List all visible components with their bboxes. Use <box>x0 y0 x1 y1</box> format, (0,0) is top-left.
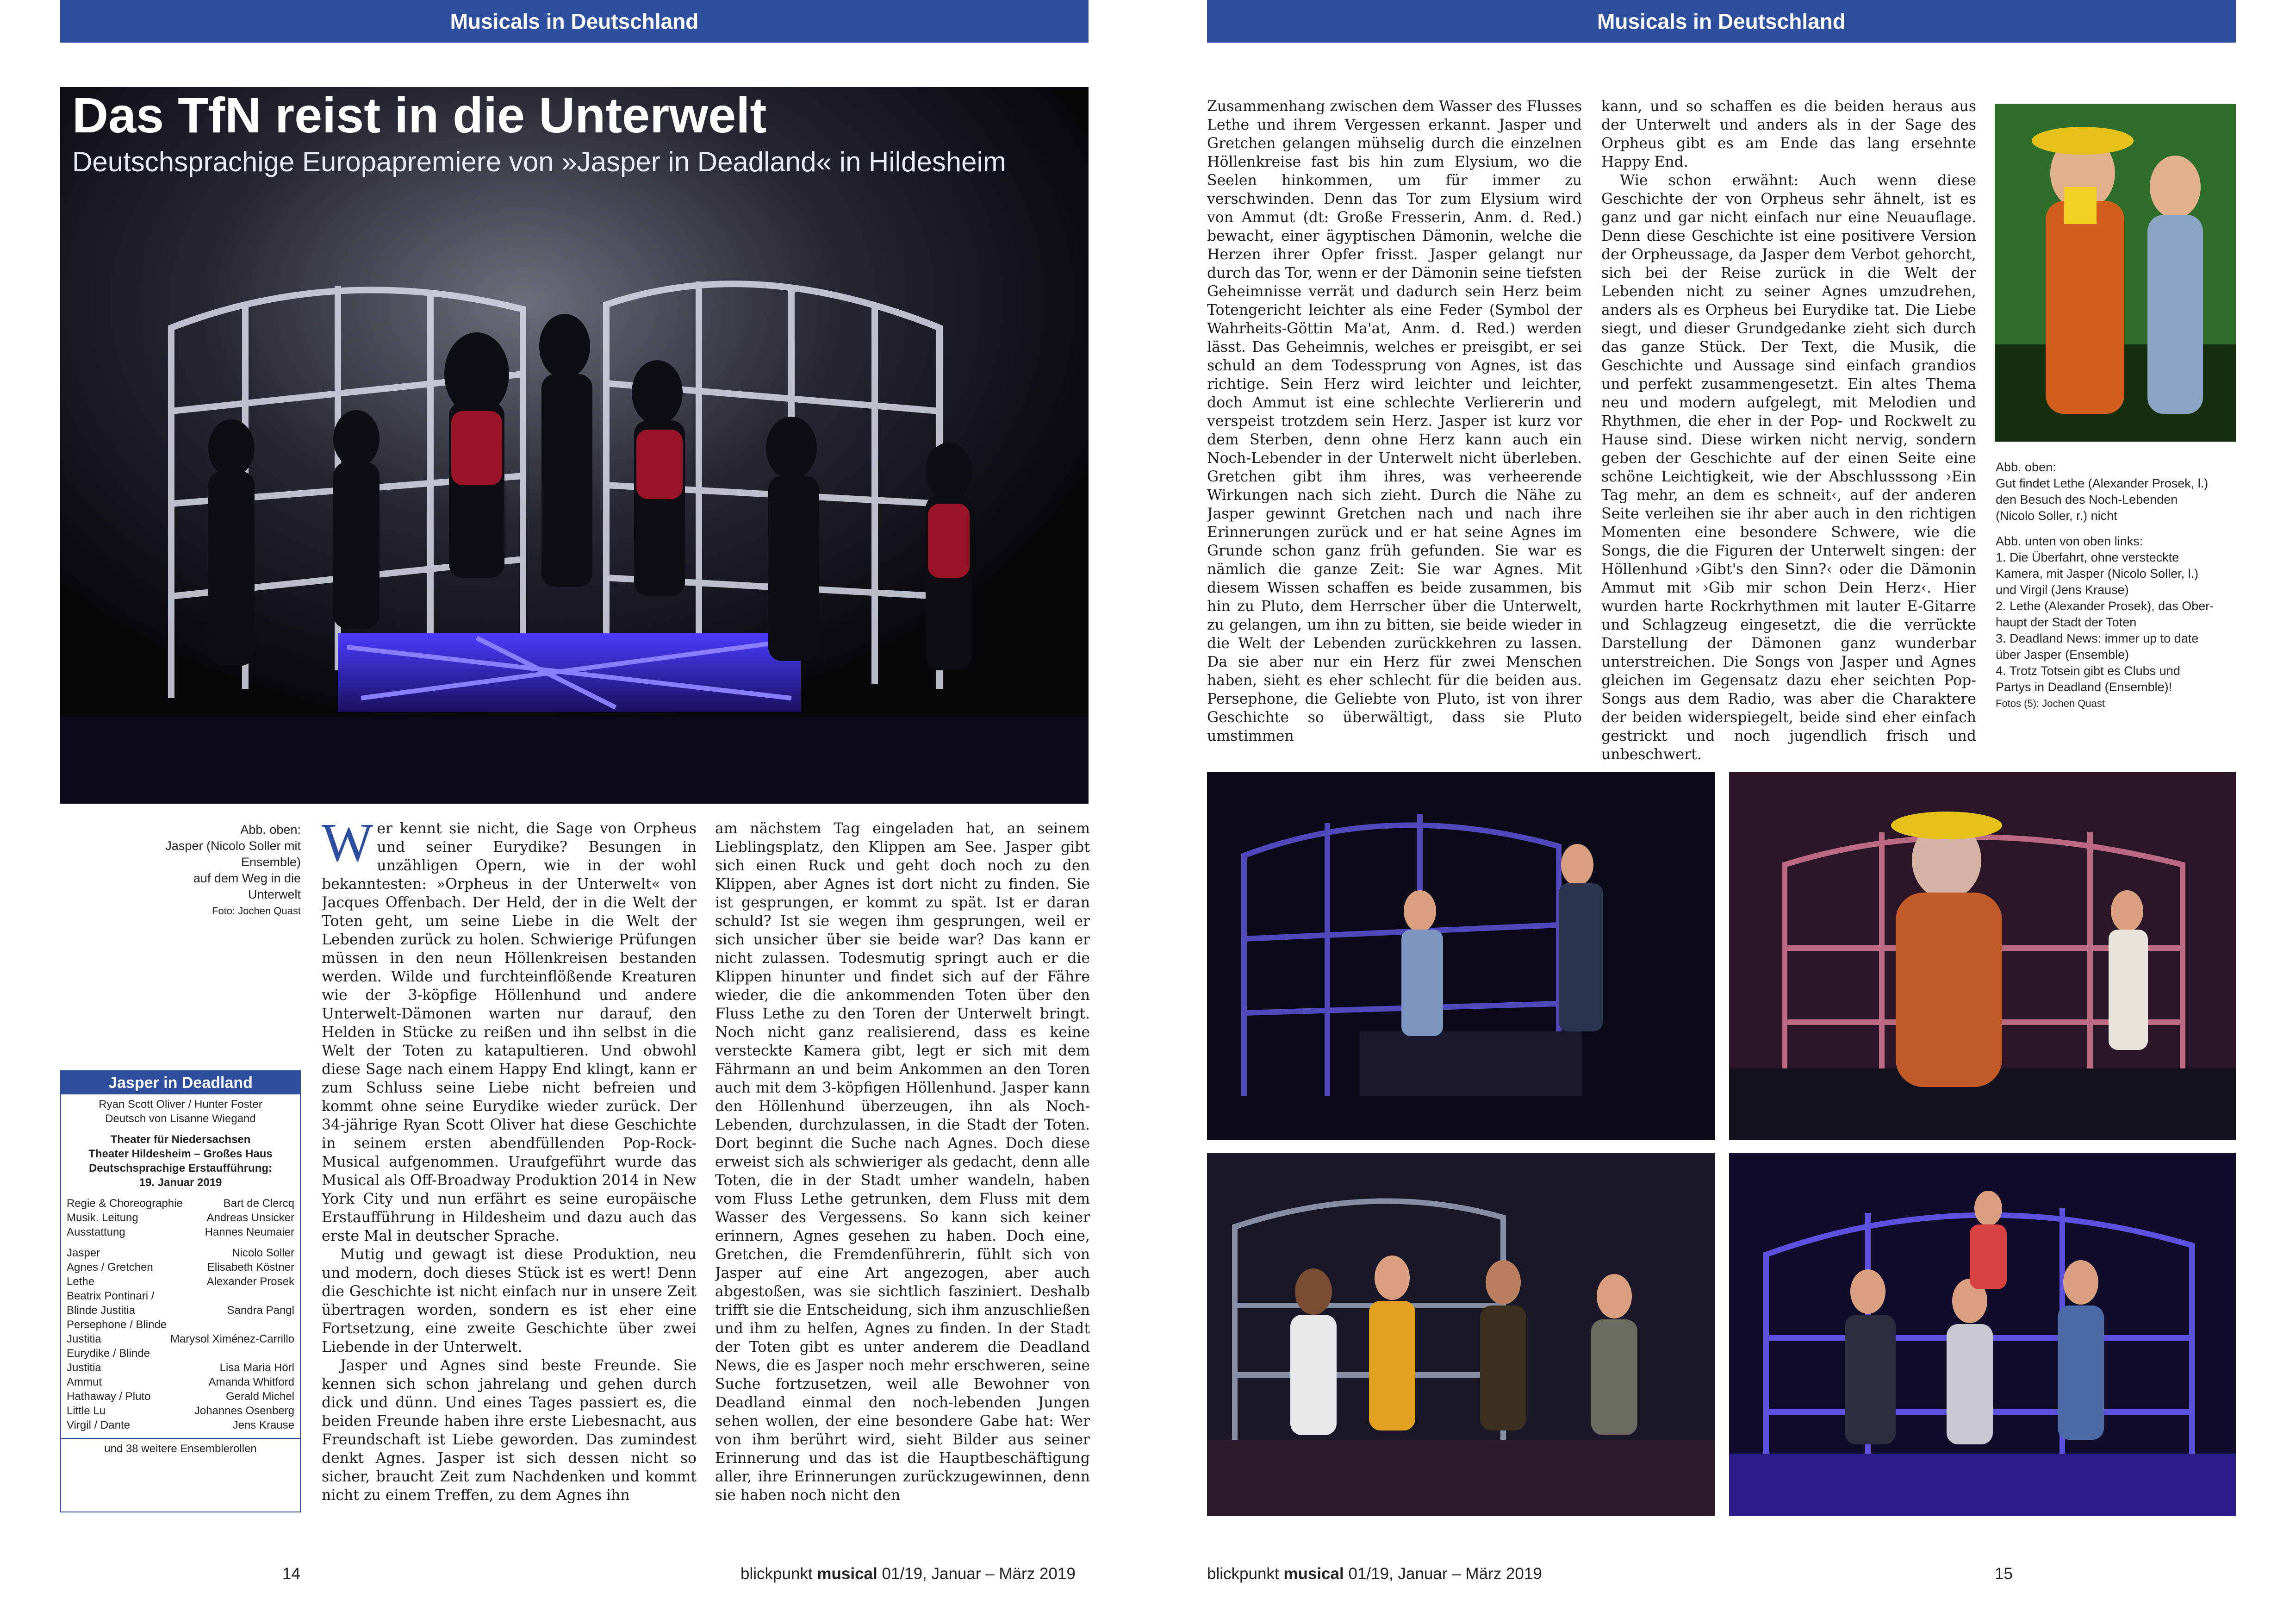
footer-text: blickpunkt <box>1207 1565 1284 1583</box>
magazine-footer-right <box>1207 1565 1542 1583</box>
caption-line: 4. Trotz Totsein gibt es Clubs und <box>1996 664 2180 678</box>
photo-credit: Foto: Jochen Quast <box>212 905 301 917</box>
magazine-footer-left <box>740 1565 1076 1583</box>
infobox-theatre-line: Theater für Niedersachsen <box>110 1133 251 1146</box>
section-header-label: Musicals in Deutschland <box>450 9 699 33</box>
caption-line: Kamera, mit Jasper (Nicolo Soller, l.) <box>1996 567 2199 581</box>
deadland-news-photo <box>1207 1153 1715 1516</box>
footer-brand: musical <box>817 1565 877 1583</box>
paragraph: er kennt sie nicht, die Sage von Orpheus und seiner Eurydike? Besungen in unzähligen Opern, wie in der wohl bekanntesten: »Orpheus in der Unterwelt« von Jacques Offenbach. Der Held, der in die Welt der Toten geht, um seine Liebe in die Welt der Lebenden zurück zu holen. Schwierige Prüfungen müssen in den neun Höllenkreisen bestanden werden. Wilde und furchteinflößende Kreaturen wie der 3-köpfige Höllenhund und andere Unterwelt-Dämonen warten nur darauf, den Helden in Stücke zu reißen und ihn selbst in die Welt der Toten zu katapultieren. Und obwohl diese Sage nach einem Happy End klingt, kann er zum Schluss seine Liebe nicht befreien und kommt ohne seine Eurydike wieder zurück. Der 34-jährige Ryan Scott Oliver hat diese Geschichte in seinem ersten abendfüllenden Pop-Rock-Musical aufgenommen. Uraufgeführt wurde das Musical als Off-Broadway Produktion 2014 in New York City und nun erfährt es seine europäische Erstaufführung in Hildesheim und dazu auch das erste Mal in deutscher Sprache. <box>322 820 697 1244</box>
caption-line: Jasper (Nicolo Soller mit Ensemble) <box>165 839 301 869</box>
ferry-photo <box>1207 772 1715 1140</box>
paragraph: kann, und so schaffen es die beiden heraus aus der Unterwelt und anders als in der Sage des Orpheus gibt es am Ende das lang ersehnte Happy End. <box>1601 98 1976 170</box>
paragraph: Jasper und Agnes sind beste Freunde. Sie kennen sich schon jahrelang und gehen durch dick und dünn. Und eines Tages passiert es, die beiden Freunde haben ihre erste Liebesnacht, aus Freundschaft ist Liebe geworden. Das zumindest denkt Agnes. Jasper ist sich dessen nicht so sicher, braucht Zeit zum Nachdenken und kommt nicht zu einem Treffen, zu dem Agnes ihn <box>322 1357 697 1504</box>
club-party-photo <box>1729 1153 2236 1516</box>
lethe-caption <box>1996 459 2236 712</box>
caption-line: und Virgil (Jens Krause) <box>1996 583 2129 597</box>
page-number-right: 15 <box>1995 1565 2013 1583</box>
main-stage-photo <box>60 87 1089 804</box>
cast-row: Beatrix Pontinari / <box>67 1290 155 1302</box>
caption-line: Gut findet Lethe (Alexander Prosek, l.) <box>1996 476 2209 490</box>
infobox-theatre-line: Theater Hildesheim – Großes Haus <box>88 1148 273 1160</box>
cast-row: Little Lu Johannes Osenberg <box>67 1405 294 1417</box>
crew-row: Ausstattung Hannes Neumaier <box>67 1226 294 1238</box>
caption-line: 1. Die Überfahrt, ohne versteckte <box>1996 550 2179 564</box>
page-number-left: 14 <box>282 1565 300 1583</box>
paragraph: am nächstem Tag eingeladen hat, an seinem Lieblingsplatz, den Klippen am See. Jasper gibt sich einen Ruck und geht doch noch zu den Klippen, aber Agnes ist dort nicht zu finden. Sie ist gesprungen, er kommt zu spät. Ist er daran schuld? Ist sie wegen ihm gesprungen, weil er sich unsicher über sie beide war? Das kann er nicht zulassen. Todesmutig springt auch er die Klippen hinunter und findet sich auf der Fähre wieder, die die ankommenden Toten über den Fluss Lethe zu den Toren der Unterwelt bringt. Noch nicht ganz realisierend, dass es keine versteckte Kamera gibt, legt er sich mit dem Fährmann an und beim Ankommen an den Toren auch mit dem 3-köpfigen Höllenhund. Jasper kann den Höllenhund überzeugen, ihn als Noch-Lebenden, durchzulassen, in die Stadt der Toten. Dort beginnt die Suche nach Agnes. Doch diese erweist sich als schwieriger als gedacht, denn alle Toten, die in der Stadt umher wandeln, haben vom Fluss Lethe getrunken, dem Fluss mit dem Wasser des Vergessens. So kann sich keiner erinnern, Agnes gesehen zu haben. Doch eine, Gretchen, die Fremdenführerin, fühlt sich von Jasper auf eine Art angezogen, aber auch abgestoßen, was sie sichtlich fasziniert. Deshalb trifft sie die Entscheidung, sich ihm anzuschließen und ihm zu helfen, Agnes zu finden. In der Stadt der Toten gibt es unter anderem die Deadland News, die es Jasper noch mehr erschweren, seine Suche fortzusetzen, weil alle Bewohner von Deadland einmal den noch-lebenden Jungen sehen wollen, der eine besondere Gabe hat: Wer von ihm berührt wird, sieht Bilder aus seiner Erinnerung und das ist die Hauptbeschäftigung aller, ihre Erinnerungen zurückzugewinnen, denn sie haben noch nicht den <box>715 820 1090 1504</box>
article-column-3 <box>1207 97 1582 768</box>
infobox-authors: Ryan Scott Oliver / Hunter Foster <box>99 1098 262 1111</box>
main-photo-caption <box>153 822 301 919</box>
paragraph: Zusammenhang zwischen dem Wasser des Flusses Lethe und ihrem Vergessen erkannt. Jasper und Gretchen gelangen mühselig durch die einzelnen Höllenkreise fast bis hin zum Elysium, wo die Seelen hinkommen, um für immer zu verschwinden. Denn das Tor zum Elysium wird von Ammut (dt: Große Fresserin, Anm. d. Red.) bewacht, einer ägyptischen Dämonin, welche die Herzen ihrer Opfer frisst. Jasper gelangt nur durch das Tor, wenn er der Dämonin seine tiefsten Geheimnisse verrät und dadurch sein Herz beim Totengericht leichter als eine Feder (Symbol der Wahrheits-Göttin Ma'at, Anm. d. Red.) werden lässt. Das Geheimnis, welches er preisgibt, er sei schuld an dem Todessprung von Agnes, ist das richtige. Sein Herz wird leichter und leichter, doch Ammut ist eine schlechte Verliererin und verspeist trotzdem sein Herz. Jasper ist kurz vor dem Sterben, denn ohne Herz kann auch ein Noch-Lebender in der Unterwelt nicht überleben. Gretchen gibt ihm ihres, was verheerende Wirkungen nach sich zieht. Durch die Nähe zu Jasper gewinnt Gretchen nach und nach ihre Erinnerungen zurück und er hat seine Agnes im Grunde schon ganz früh gefunden. Sie war es nämlich die ganze Zeit: Sie war Agnes. Mit diesem Wissen schaffen es beide zusammen, bis hin zu Pluto, dem Herrscher über die Unterwelt, zu gelangen, um ihn zu bitten, sie beide wieder in die Welt der Lebenden zurückkehren zu lassen. Da sie aber nur ein Herz für zwei Menschen haben, sieht es eher schlecht für die beiden aus. Persephone, die Geliebte von Pluto, ist von ihrer Geschichte so überwältigt, dass sie Pluto umstimmen <box>1207 98 1582 744</box>
section-header-left <box>60 0 1089 43</box>
caption-line: haupt der Stadt der Toten <box>1996 615 2137 629</box>
article-column-1 <box>322 819 697 1518</box>
caption-line: 3. Deadland News: immer up to date <box>1996 631 2199 645</box>
paragraph: Wie schon erwähnt: Auch wenn diese Geschichte der von Orpheus sehr ähnelt, ist es ganz und gar nicht einfach nur eine Neuauflage. Denn diese Geschichte ist eine positivere Version der Orpheussage, da Jasper dem Verbot gehorcht, sich bei der Reise zurück in die Welt der Lebenden nicht zu seiner Agnes umzudrehen, anders als es Orpheus bei Eurydike tat. Die Liebe siegt, und dieser Grundgedanke zieht sich durch das ganze Stück. Der Text, die Musik, die Geschichte und Aussage sind einfach grandios und perfekt zusammengesetzt. Ein altes Thema neu und modern aufgelegt, mit Melodien und Rhythmen, die eher in der Pop- und Rockwelt zu Hause sind. Diese wirken nicht nervig, sondern geben der Geschichte auf der einen Seite eine schöne Leichtigkeit, wie der Abschlusssong ›Ein Tag mehr, an dem es schneit‹, auf der anderen Seite verleihen sie ihr aber auch in den richtigen Momenten eine besondere Schwere, wie die Songs, die die Figuren der Unterwelt singen: der Höllenhund ›Gibt's den Sinn?‹ oder die Dämonin Ammut mit ›Gib mir schon Dein Herz‹. Hier wurden harte Rockrhythmen mit lauter E-Gitarre und Schlagzeug eingesetzt, die die verrückte Darstellung der Dämonen ganz wunderbar unterstreichen. Die Songs von Jasper und Agnes gleichen im Gegensatz dazu eher seichten Pop-Songs aus dem Radio, was aber die Charaktere der beiden widerspiegelt, beide sind eher einfach gestrickt und noch jugendlich frisch und unbeschwert. <box>1601 172 1976 763</box>
production-infobox <box>60 1070 301 1512</box>
cast-row: Blinde Justitia Sandra Pangl <box>67 1304 294 1317</box>
article-column-2 <box>715 819 1090 1518</box>
cast-row: Agnes / Gretchen Elisabeth Köstner <box>67 1261 294 1274</box>
drop-cap: W <box>322 819 373 873</box>
cast-row: Justitia Lisa Maria Hörl <box>67 1362 294 1374</box>
cast-row: Jasper Nicolo Soller <box>67 1247 294 1259</box>
infobox-title: Jasper in Deadland <box>61 1071 300 1094</box>
section-header-label: Musicals in Deutschland <box>1597 9 1846 33</box>
article-title-block <box>72 88 1090 178</box>
footer-issue: 01/19, Januar – März 2019 <box>877 1565 1076 1583</box>
lethe-stage-photo <box>1729 772 2236 1140</box>
infobox-footer: und 38 weitere Ensemblerollen <box>104 1443 257 1455</box>
footer-text: blickpunkt <box>740 1565 817 1583</box>
cast-row: Eurydike / Blinde <box>67 1347 150 1360</box>
cast-row: Persephone / Blinde <box>67 1318 167 1331</box>
caption-line: über Jasper (Ensemble) <box>1996 648 2129 662</box>
article-title: Das TfN reist in die Unterwelt <box>72 87 767 143</box>
footer-issue: 01/19, Januar – März 2019 <box>1344 1565 1542 1583</box>
caption-line: den Besuch des Noch-Lebenden <box>1996 493 2178 506</box>
cast-row: Hathaway / Pluto Gerald Michel <box>67 1390 294 1403</box>
photo-credit: Fotos (5): Jochen Quast <box>1996 698 2105 709</box>
infobox-theatre-line: 19. Januar 2019 <box>139 1176 222 1189</box>
caption-line: (Nicolo Soller, r.) nicht <box>1996 509 2117 523</box>
caption-line: Abb. oben: <box>1996 460 2056 474</box>
cast-row: Lethe Alexander Prosek <box>67 1275 294 1288</box>
paragraph: Mutig und gewagt ist diese Produktion, neu und modern, doch dieses Stück ist es wert! Denn die Geschichte ist nicht einfach nur in unsere Zeit übertragen worden, sondern es ist eher eine Fortsetzung, eine zweite Geschichte über zwei Liebende in der Unterwelt. <box>322 1246 697 1355</box>
caption-line: 2. Lethe (Alexander Prosek), das Ober- <box>1996 599 2214 613</box>
caption-line: Abb. unten von oben links: <box>1996 534 2143 548</box>
cast-row: Justitia Marysol Ximénez-Carrillo <box>67 1333 294 1345</box>
caption-line: Partys in Deadland (Ensemble)! <box>1996 680 2172 694</box>
caption-line: auf dem Weg in die Unterwelt <box>193 871 301 901</box>
lethe-photo <box>1995 104 2236 442</box>
caption-line: Abb. oben: <box>240 823 301 837</box>
crew-row: Regie & Choreographie Bart de Clercq <box>67 1197 294 1210</box>
footer-brand: musical <box>1283 1565 1344 1583</box>
crew-row: Musik. Leitung Andreas Unsicker <box>67 1212 294 1224</box>
section-header-right <box>1207 0 2236 43</box>
cast-row: Virgil / Dante Jens Krause <box>67 1419 294 1431</box>
cast-row: Ammut Amanda Whitford <box>67 1376 294 1388</box>
article-column-4 <box>1601 97 1976 768</box>
infobox-translation: Deutsch von Lisanne Wiegand <box>105 1112 256 1125</box>
infobox-theatre-line: Deutschsprachige Erstaufführung: <box>88 1162 273 1174</box>
article-subtitle: Deutschsprachige Europapremiere von »Jasper in Deadland« in Hildesheim <box>72 146 1006 177</box>
